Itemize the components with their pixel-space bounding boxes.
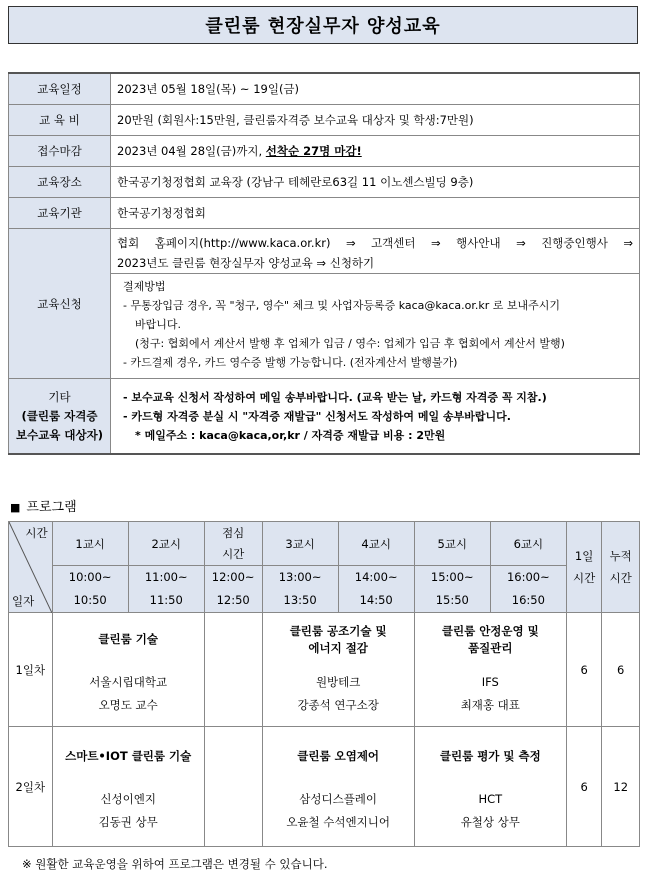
period-5-start: 15:00~ [430, 570, 474, 584]
day-2-session-1 [52, 727, 204, 847]
apply-content [111, 229, 640, 379]
period-lunch-end: 12:50 [216, 593, 250, 607]
period-2-time [128, 566, 204, 613]
day-1-session-3-title: 클린룸 안정운영 및 품질관리 [441, 623, 539, 655]
period-4-end: 14:50 [359, 593, 393, 607]
etc-label-line-1: 기타 [48, 389, 71, 404]
info-row-fee [9, 105, 640, 136]
program-day-row [9, 727, 640, 847]
period-4-start: 14:00~ [354, 570, 398, 584]
period-3-start: 13:00~ [278, 570, 322, 584]
day-1-session-2 [262, 613, 414, 727]
deadline-label: 접수마감 [9, 136, 111, 167]
title-text: 클린룸 현장실무자 양성교육 [205, 16, 441, 37]
org-value: 한국공기청정협회 [111, 198, 640, 229]
day-2-session-3-title: 클린룸 평가 및 측정 [439, 749, 541, 763]
etc-label-line-2: (클린룸 자격증 [21, 408, 98, 423]
period-1-time [52, 566, 128, 613]
day-1-session-2-title: 클린룸 공조기술 및 에너지 절감 [289, 623, 387, 655]
info-row-schedule [9, 73, 640, 105]
day-2-lunch [204, 727, 262, 847]
corner-time-label: 시간 [25, 526, 48, 540]
day-2-session-2-org: 삼성디스플레이 [299, 791, 378, 806]
square-bullet-icon: ■ [10, 501, 21, 514]
fee-label: 교 육 비 [9, 105, 111, 136]
day-2-hours: 6 [566, 727, 602, 847]
program-heading [10, 496, 77, 515]
info-row-venue [9, 167, 640, 198]
day-1-cumulative: 6 [602, 613, 640, 727]
period-3-name: 3교시 [262, 522, 338, 566]
time-day-corner [9, 522, 53, 613]
info-row-org [9, 198, 640, 229]
day-2-session-3-org: HCT [478, 791, 503, 806]
day-1-session-1-speaker: 오명도 교수 [98, 697, 158, 712]
period-1-name: 1교시 [52, 522, 128, 566]
payment-line-1a: - 무통장입금 경우, 꼭 "청구, 영수" 체크 및 사업자등록증 kaca@kaca.or.kr 로 보내주시기 [123, 298, 560, 312]
period-5-end: 15:50 [435, 593, 469, 607]
deadline-emphasis: 선착순 27명 마감! [265, 144, 362, 158]
day-2-session-1-speaker: 김동권 상무 [98, 814, 158, 829]
org-label: 교육기관 [9, 198, 111, 229]
period-3-end: 13:50 [283, 593, 317, 607]
apply-path [111, 233, 639, 274]
period-6-time [490, 566, 566, 613]
etc-line-1: - 보수교육 신청서 작성하여 메일 송부바랍니다. (교육 받는 날, 카드형 자격증 꼭 지참.) [123, 390, 547, 404]
schedule-value: 2023년 05월 18일(목) ~ 19일(금) [111, 73, 640, 105]
period-3-time [262, 566, 338, 613]
apply-label: 교육신청 [9, 229, 111, 379]
period-lunch-start: 12:00~ [211, 570, 255, 584]
day-2-session-1-title: 스마트•IOT 클린룸 기술 [65, 749, 192, 763]
program-time-row [9, 566, 640, 613]
program-day-row [9, 613, 640, 727]
day-1-session-3-org: IFS [481, 674, 499, 689]
day-2-session-3-speaker: 유철상 상무 [460, 814, 520, 829]
payment-line-1c: (청구: 협회에서 계산서 발행 후 업체가 입금 / 영수: 업체가 입금 후 협회에서 계산서 발행) [135, 336, 565, 350]
day-2-label: 2일차 [9, 727, 53, 847]
payment-title: 결제방법 [123, 279, 166, 293]
period-1-end: 10:50 [73, 593, 107, 607]
etc-line-3: * 메일주소 : kaca@kaca,or,kr / 자격증 재발급 비용 : 2만원 [135, 428, 446, 442]
day-2-cumulative: 12 [602, 727, 640, 847]
venue-value: 한국공기청정협회 교육장 (강남구 테헤란로63길 11 이노센스빌딩 9층) [111, 167, 640, 198]
etc-label-line-3: 보수교육 대상자) [15, 427, 104, 442]
day-2-session-3 [414, 727, 566, 847]
schedule-label: 교육일정 [9, 73, 111, 105]
day-1-session-1-org: 서울시립대학교 [89, 674, 168, 689]
daily-hours-header: 1일 시간 [566, 522, 602, 613]
footnote: ※ 원활한 교육운영을 위하여 프로그램은 변경될 수 있습니다. [22, 857, 328, 871]
day-1-hours: 6 [566, 613, 602, 727]
info-row-etc [9, 379, 640, 455]
etc-content [111, 379, 640, 455]
period-6-name: 6교시 [490, 522, 566, 566]
program-table [8, 521, 640, 847]
etc-line-2: - 카드형 자격증 분실 시 "자격증 재발급" 신청서도 작성하여 메일 송부바랍니다. [123, 409, 511, 423]
payment-method [111, 274, 639, 375]
day-1-session-3 [414, 613, 566, 727]
day-1-label: 1일차 [9, 613, 53, 727]
info-row-deadline [9, 136, 640, 167]
apply-path-line-2: 2023년도 클린룸 현장실무자 양성교육 ⇒ 신청하기 [117, 255, 375, 270]
period-2-end: 11:50 [149, 593, 183, 607]
period-6-end: 16:50 [511, 593, 545, 607]
period-1-start: 10:00~ [68, 570, 112, 584]
fee-value: 20만원 (회원사:15만원, 클린룸자격증 보수교육 대상자 및 학생:7만원) [111, 105, 640, 136]
program-heading-text: 프로그램 [26, 500, 77, 515]
deadline-value [111, 136, 640, 167]
apply-path-line-1: 협회 홈페이지(http://www.kaca.or.kr) ⇒ 고객센터 ⇒ 행사안내 ⇒ 진행중인행사 ⇒ [117, 235, 633, 250]
payment-line-2: - 카드결제 경우, 카드 영수증 발행 가능합니다. (전자계산서 발행불가) [123, 355, 458, 369]
day-1-session-1-title: 클린룸 기술 [98, 632, 158, 646]
etc-label [9, 379, 111, 455]
page-title [8, 6, 638, 44]
day-1-session-2-speaker: 강종석 연구소장 [297, 697, 379, 712]
info-row-apply [9, 229, 640, 379]
day-1-session-3-speaker: 최재홍 대표 [460, 697, 520, 712]
day-1-lunch [204, 613, 262, 727]
corner-day-label: 일자 [12, 594, 35, 608]
period-lunch-time [204, 566, 262, 613]
period-5-name: 5교시 [414, 522, 490, 566]
period-lunch-name: 점심 시간 [204, 522, 262, 566]
cumulative-hours-header: 누적 시간 [602, 522, 640, 613]
venue-label: 교육장소 [9, 167, 111, 198]
info-table [8, 72, 640, 455]
period-4-time [338, 566, 414, 613]
period-6-start: 16:00~ [506, 570, 550, 584]
day-1-session-1 [52, 613, 204, 727]
deadline-date: 2023년 04월 28일(금)까지, [117, 144, 266, 158]
program-header-row [9, 522, 640, 566]
day-1-session-2-org: 원방테크 [315, 674, 361, 689]
day-2-session-2 [262, 727, 414, 847]
day-2-session-1-org: 신성이엔지 [100, 791, 156, 806]
payment-line-1b: 바랍니다. [135, 317, 182, 331]
period-2-start: 11:00~ [144, 570, 188, 584]
day-2-session-2-title: 클린룸 오염제어 [297, 749, 380, 763]
period-2-name: 2교시 [128, 522, 204, 566]
period-4-name: 4교시 [338, 522, 414, 566]
day-2-session-2-speaker: 오윤철 수석엔지니어 [286, 814, 390, 829]
period-5-time [414, 566, 490, 613]
